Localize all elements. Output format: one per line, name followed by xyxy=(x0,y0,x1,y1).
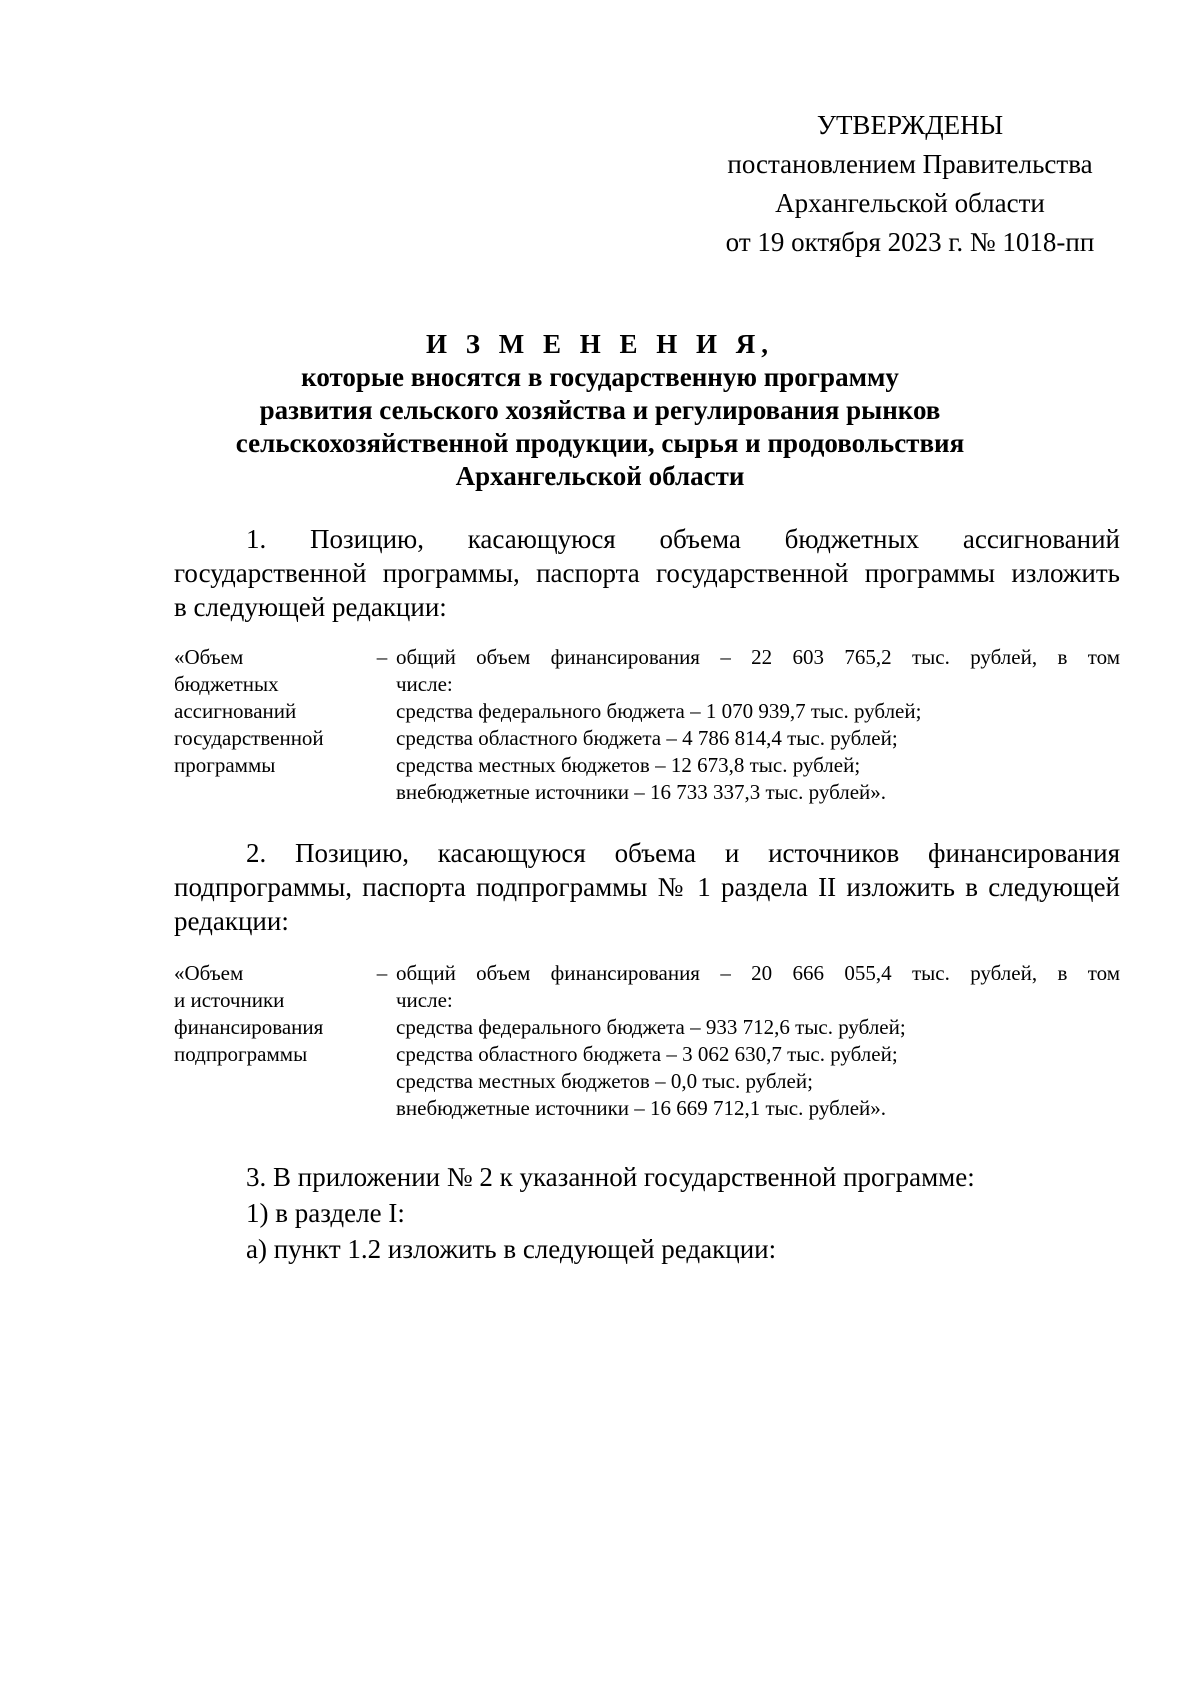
table-dash: – xyxy=(376,645,388,669)
approval-block xyxy=(690,106,1130,262)
table-label-line: ассигнований xyxy=(174,699,297,723)
paragraph-3-line: 3. В приложении № 2 к указанной государственной программе: xyxy=(246,1162,975,1192)
table-dash: – xyxy=(376,961,388,985)
table-value-column xyxy=(396,644,1120,806)
table-value-line: общий объем финансирования – 22 603 765,2 тыс. рублей, в том xyxy=(396,645,1120,669)
title-heading: И З М Е Н Е Н И Я, xyxy=(425,329,774,359)
paragraph-line: редакции: xyxy=(174,906,289,936)
paragraph-1 xyxy=(174,522,1120,624)
table-value-line: числе: xyxy=(396,672,453,696)
table-value-line: общий объем финансирования – 20 666 055,4 тыс. рублей, в том xyxy=(396,961,1120,985)
table-value-line: внебюджетные источники – 16 669 712,1 тыс. рублей». xyxy=(396,1096,887,1120)
paragraph-line: 2. Позицию, касающуюся объема и источников финансирования xyxy=(246,838,1120,868)
approval-line: Архангельской области xyxy=(775,188,1045,218)
paragraph-line: государственной программы, паспорта государственной программы изложить xyxy=(174,558,1120,588)
document-title xyxy=(150,328,1050,493)
table-value-line: числе: xyxy=(396,988,453,1012)
table-label-line: подпрограммы xyxy=(174,1042,308,1066)
table-value-line: средства областного бюджета – 3 062 630,7 тыс. рублей; xyxy=(396,1042,898,1066)
approval-title: УТВЕРЖДЕНЫ xyxy=(816,110,1004,140)
table-value-line: средства местных бюджетов – 0,0 тыс. рублей; xyxy=(396,1069,813,1093)
paragraph-2 xyxy=(174,836,1120,938)
paragraph-line: подпрограммы, паспорта подпрограммы № 1 раздела II изложить в следующей xyxy=(174,872,1120,902)
approval-date: от 19 октября 2023 г. № 1018-пп xyxy=(725,227,1095,257)
table-label-line: финансирования xyxy=(174,1015,324,1039)
title-line: которые вносятся в государственную программу xyxy=(301,362,899,392)
table-value-line: средства федерального бюджета – 1 070 939,7 тыс. рублей; xyxy=(396,699,922,723)
table-label-line: «Объем xyxy=(174,645,244,669)
paragraph-line: 1. Позицию, касающуюся объема бюджетных ассигнований xyxy=(246,524,1120,554)
table-label-line: государственной xyxy=(174,726,324,750)
table-value-line: средства федерального бюджета – 933 712,6 тыс. рублей; xyxy=(396,1015,906,1039)
paragraph-line: в следующей редакции: xyxy=(174,592,447,622)
title-line: развития сельского хозяйства и регулирования рынков xyxy=(259,395,941,425)
table-value-line: средства местных бюджетов – 12 673,8 тыс. рублей; xyxy=(396,753,861,777)
table-label-line: и источники xyxy=(174,988,285,1012)
paragraph-3-line: а) пункт 1.2 изложить в следующей редакции: xyxy=(246,1234,777,1264)
table-label-line: бюджетных xyxy=(174,672,279,696)
approval-line: постановлением Правительства xyxy=(727,149,1093,179)
table-label-column xyxy=(174,644,364,779)
title-line: Архангельской области xyxy=(455,461,745,491)
table-value-column xyxy=(396,960,1120,1122)
paragraph-3-line: 1) в разделе I: xyxy=(246,1198,405,1228)
table-value-line: внебюджетные источники – 16 733 337,3 тыс. рублей». xyxy=(396,780,887,804)
table-label-column xyxy=(174,960,364,1068)
table-value-line: средства областного бюджета – 4 786 814,4 тыс. рублей; xyxy=(396,726,898,750)
table-label-line: программы xyxy=(174,753,276,777)
title-line: сельскохозяйственной продукции, сырья и продовольствия xyxy=(235,428,965,458)
table-label-line: «Объем xyxy=(174,961,244,985)
